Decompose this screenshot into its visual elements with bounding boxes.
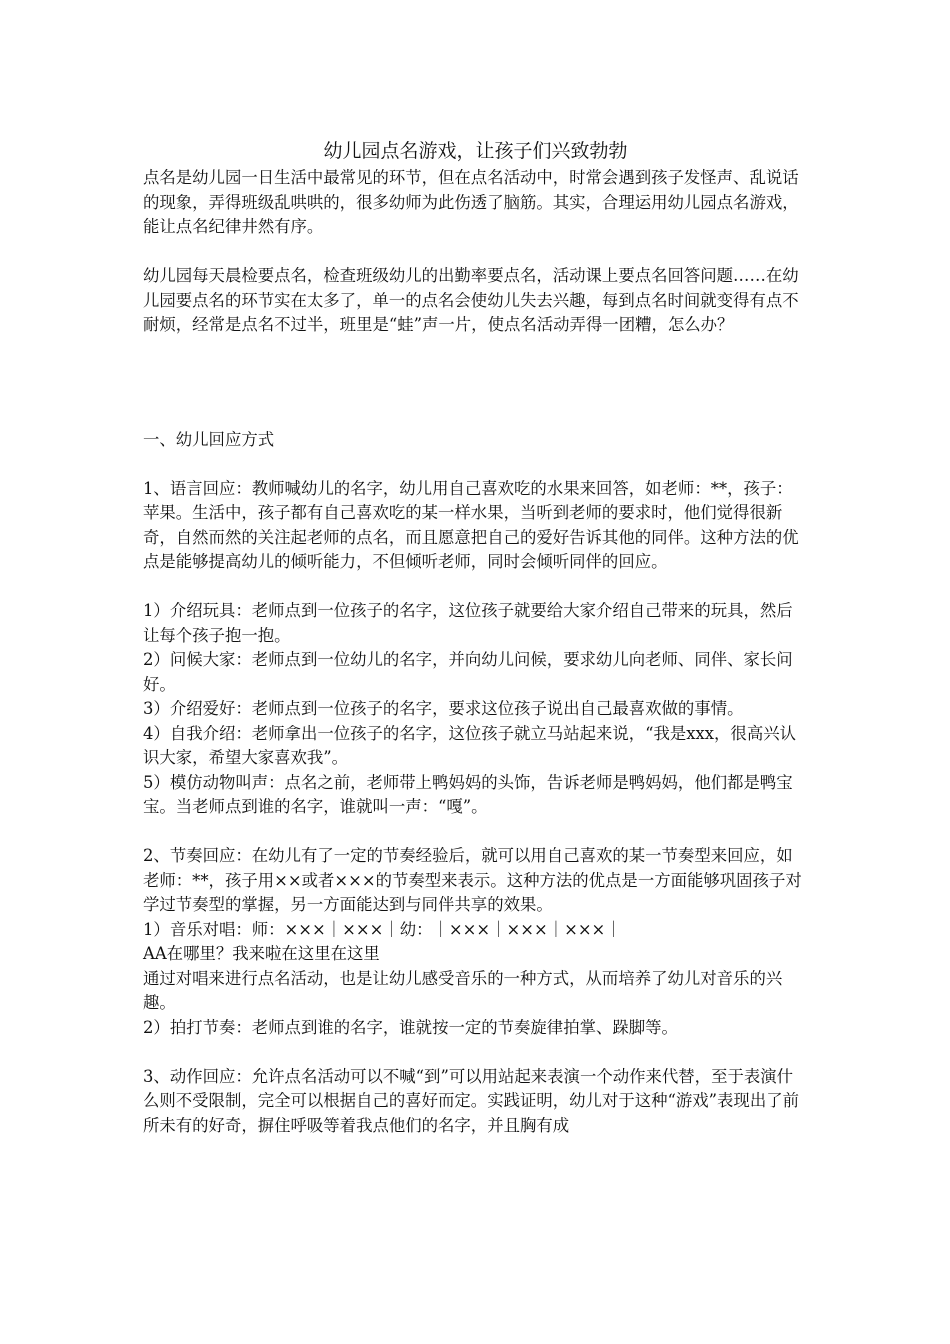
paragraph-spacer bbox=[143, 1040, 808, 1065]
list-item: 2）拍打节奏：老师点到谁的名字，谁就按一定的节奏旋律拍掌、跺脚等。 bbox=[143, 1017, 678, 1037]
paragraph-spacer bbox=[143, 575, 808, 600]
list-item: 4）自我介绍：老师拿出一位孩子的名字，这位孩子就立马站起来说，“我是xxx，很高兴认识大家，希望大家喜欢我”。 bbox=[143, 723, 796, 767]
paragraph-spacer bbox=[143, 240, 808, 265]
intro-paragraph: 点名是幼儿园一日生活中最常见的环节，但在点名活动中，时常会遇到孩子发怪声、乱说话的现象，弄得班级乱哄哄的，很多幼师为此伤透了脑筋。其实，合理运用幼儿园点名游戏，能让点名纪律井然有序。 bbox=[143, 168, 799, 236]
action-response-paragraph: 3、动作回应：允许点名活动可以不喊“到”可以用站起来表演一个动作来代替，至于表演什么则不受限制，完全可以根据自己的喜好而定。实践证明，幼儿对于这种“游戏”表现出了前所未有的好奇，摒住呼吸等着我点他们的名字，并且胸有成 bbox=[143, 1066, 799, 1135]
section-spacer bbox=[143, 338, 808, 428]
list-item: 3）介绍爱好：老师点到一位孩子的名字，要求这位孩子说出自己最喜欢做的事情。 bbox=[143, 699, 744, 718]
list-item: 通过对唱来进行点名活动，也是让幼儿感受音乐的一种方式，从而培养了幼儿对音乐的兴趣。 bbox=[143, 968, 783, 1012]
paragraph-spacer bbox=[143, 452, 808, 477]
document-body bbox=[143, 136, 808, 1138]
section-heading: 一、幼儿回应方式 bbox=[143, 429, 275, 449]
background-paragraph: 幼儿园每天晨检要点名，检查班级幼儿的出勤率要点名，活动课上要点名回答问题……在幼儿园要点名的环节实在太多了，单一的点名会使幼儿失去兴趣，每到点名时间就变得有点不耐烦，经常是点名不过半，班里是“蛙”声一片，使点名活动弄得一团糟，怎么办？ bbox=[143, 266, 799, 334]
list-item: 1）音乐对唱：师：×××｜×××｜幼：｜×××｜×××｜×××｜ bbox=[143, 919, 622, 939]
list-item: 5）模仿动物叫声：点名之前，老师带上鸭妈妈的头饰，告诉老师是鸭妈妈，他们都是鸭宝宝。当老师点到谁的名字，谁就叫一声：“嘎”。 bbox=[143, 772, 793, 816]
document-title: 幼儿园点名游戏，让孩子们兴致勃勃 bbox=[323, 140, 628, 162]
language-response-paragraph: 1、语言回应：教师喊幼儿的名字，幼儿用自己喜欢吃的水果来回答，如老师：**，孩子：苹果。生活中，孩子都有自己喜欢吃的某一样水果，当听到老师的要求时，他们觉得很新奇，自然而然的关注起老师的点名，而且愿意把自己的爱好告诉其他的同伴。这种方法的优点是能够提高幼儿的倾听能力，不但倾听老师，同时会倾听同伴的回应。 bbox=[143, 478, 799, 571]
list-item: AA在哪里？我来啦在这里在这里 bbox=[143, 944, 380, 963]
rhythm-response-paragraph: 2、节奏回应：在幼儿有了一定的节奏经验后，就可以用自己喜欢的某一节奏型来回应，如老师：**，孩子用××或者×××的节奏型来表示。这种方法的优点是一方面能够巩固孩子对学过节奏型的掌握，另一方面能达到与同伴共享的效果。 bbox=[143, 846, 802, 914]
paragraph-spacer bbox=[143, 820, 808, 845]
list-item: 2）问候大家：老师点到一位幼儿的名字，并向幼儿问候，要求幼儿向老师、同伴、家长问好。 bbox=[143, 650, 793, 694]
list-item: 1）介绍玩具：老师点到一位孩子的名字，这位孩子就要给大家介绍自己带来的玩具，然后让每个孩子抱一抱。 bbox=[143, 601, 793, 645]
